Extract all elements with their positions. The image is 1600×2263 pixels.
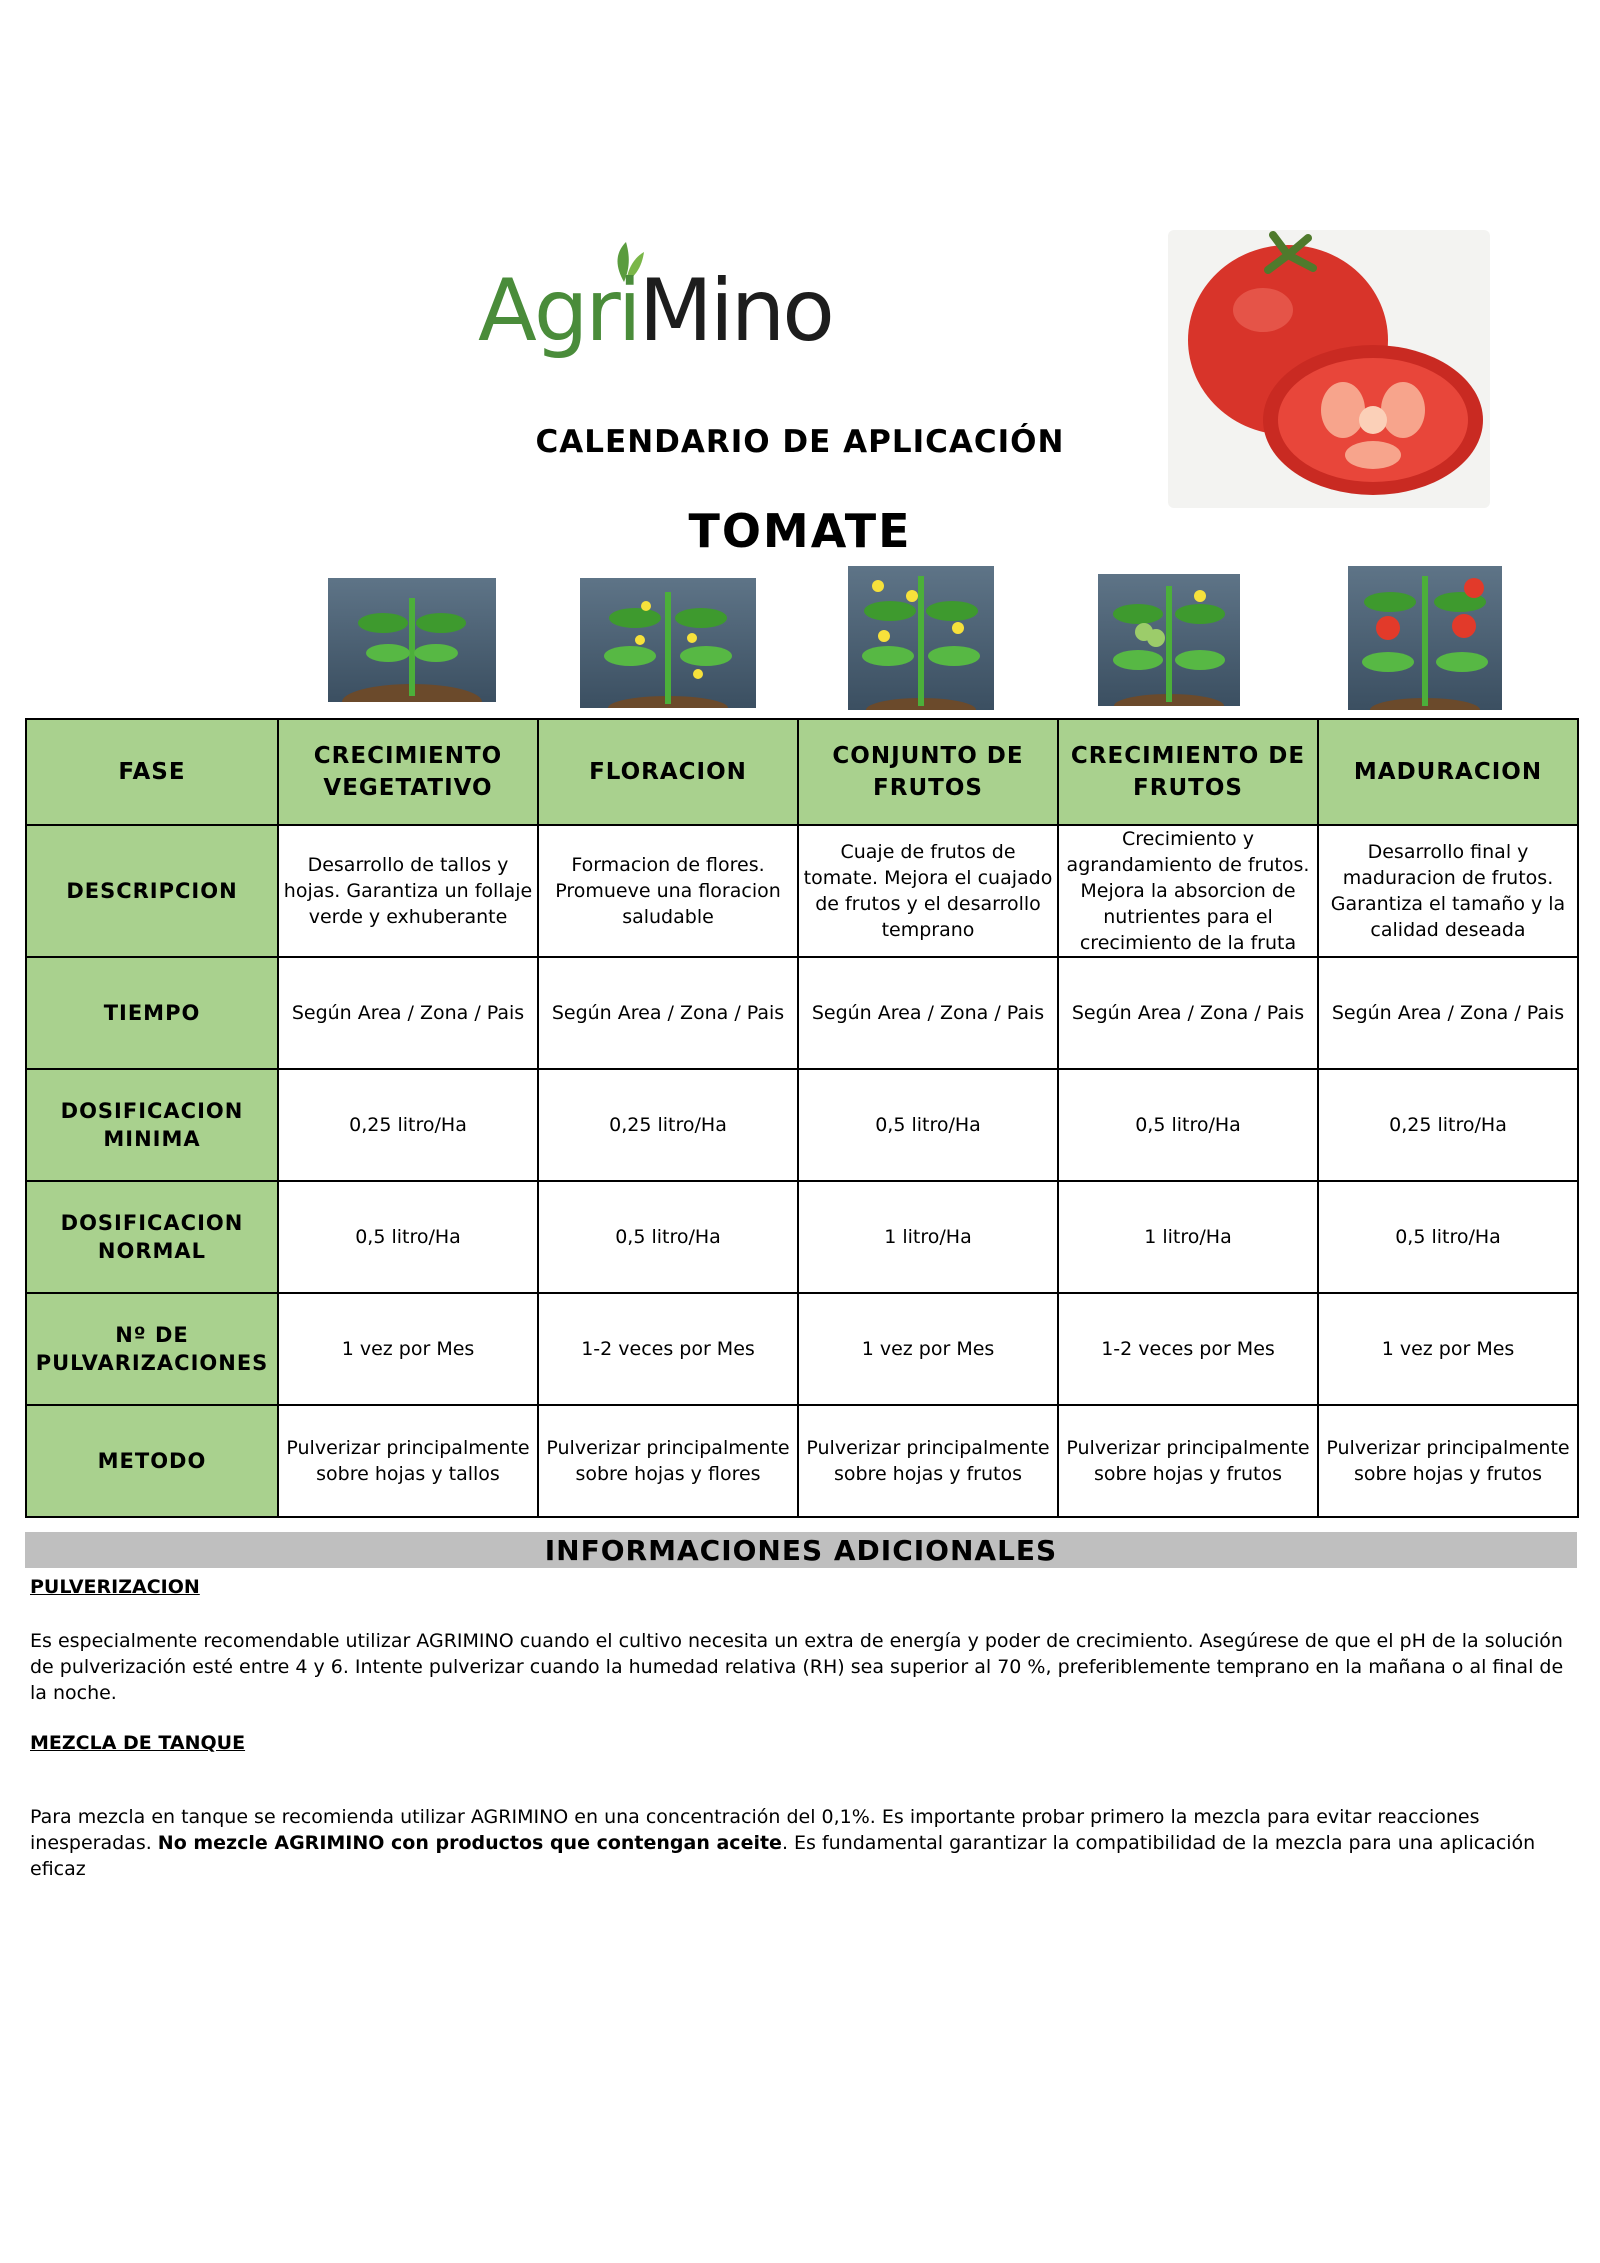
phase-header: MADURACION [1318, 719, 1578, 825]
stage-image-vegetative [328, 578, 496, 702]
crop-title: TOMATE [688, 504, 912, 558]
stage-image-fruit-growth [1098, 574, 1240, 706]
tank-mix-warning: No mezcle AGRIMINO con productos que contengan aceite [157, 1832, 782, 1854]
row-label: TIEMPO [26, 957, 278, 1069]
logo-part-agri: Agri [478, 261, 639, 361]
table-row [26, 957, 1578, 1069]
table-header-row [26, 719, 1578, 825]
table-cell: Según Area / Zona / Pais [538, 957, 798, 1069]
table-row [26, 1181, 1578, 1293]
table-cell: 0,5 litro/Ha [538, 1181, 798, 1293]
table-cell: 0,5 litro/Ha [1058, 1069, 1318, 1181]
table-row [26, 1405, 1578, 1517]
logo-part-mino: Mino [638, 261, 832, 361]
table-cell: Pulverizar principalmente sobre hojas y frutos [798, 1405, 1058, 1517]
tank-mix-text-part: . Es fundamental garantizar la compatibilidad de la mezcla para una aplicación eficaz [30, 1832, 1536, 1880]
table-cell: Cuaje de frutos de tomate. Mejora el cuajado de frutos y el desarrollo temprano [798, 825, 1058, 957]
table-cell: Crecimiento y agrandamiento de frutos. Mejora la absorcion de nutrientes para el crecimiento de la fruta [1058, 825, 1318, 957]
table-cell: 0,5 litro/Ha [278, 1181, 538, 1293]
section-text-tank-mix [30, 1804, 1575, 1882]
section-title-spraying: PULVERIZACION [30, 1576, 200, 1598]
row-label: Nº DE PULVARIZACIONES [26, 1293, 278, 1405]
table-cell: 1 litro/Ha [1058, 1181, 1318, 1293]
table-cell: Según Area / Zona / Pais [1058, 957, 1318, 1069]
section-text-spraying: Es especialmente recomendable utilizar AGRIMINO cuando el cultivo necesita un extra de energía y poder de crecimiento. Asegúrese de que el pH de la solución de pulverización esté entre 4 y 6. Intente pulverizar cuando la humedad relativa (RH) sea superior al 70 %, preferiblemente temprano en la mañana o al final de la noche. [30, 1630, 1564, 1704]
row-label: METODO [26, 1405, 278, 1517]
table-cell: 1-2 veces por Mes [1058, 1293, 1318, 1405]
stage-image-ripening [1348, 566, 1502, 710]
info-banner: INFORMACIONES ADICIONALES [25, 1532, 1577, 1568]
table-cell: 0,25 litro/Ha [538, 1069, 798, 1181]
table-cell: 0,25 litro/Ha [278, 1069, 538, 1181]
table-cell: 1 vez por Mes [798, 1293, 1058, 1405]
phase-header: FLORACION [538, 719, 798, 825]
application-calendar-table [25, 718, 1579, 1518]
row-label: DESCRIPCION [26, 825, 278, 957]
table-cell: Desarrollo de tallos y hojas. Garantiza un follaje verde y exhuberante [278, 825, 538, 957]
table-cell: 1 vez por Mes [1318, 1293, 1578, 1405]
table-cell: Según Area / Zona / Pais [1318, 957, 1578, 1069]
phase-header: CONJUNTO DE FRUTOS [798, 719, 1058, 825]
table-cell: Pulverizar principalmente sobre hojas y tallos [278, 1405, 538, 1517]
table-cell: 1-2 veces por Mes [538, 1293, 798, 1405]
stage-image-flowering [580, 578, 756, 708]
table-row [26, 825, 1578, 957]
table-cell: Desarrollo final y maduracion de frutos. Garantiza el tamaño y la calidad deseada [1318, 825, 1578, 957]
table-cell: Según Area / Zona / Pais [798, 957, 1058, 1069]
phase-label-cell: FASE [26, 719, 278, 825]
table-row [26, 1293, 1578, 1405]
tank-mix-text-part: Para mezcla en tanque se recomienda utilizar AGRIMINO en una concentración del 0,1%. Es importante probar primero la mezcla para evitar reacciones inesperadas. [30, 1806, 1480, 1854]
table-cell: Pulverizar principalmente sobre hojas y frutos [1058, 1405, 1318, 1517]
logo-wordmark [478, 256, 832, 366]
table-cell: 0,5 litro/Ha [1318, 1181, 1578, 1293]
table-cell: 0,5 litro/Ha [798, 1069, 1058, 1181]
section-title-tank-mix: MEZCLA DE TANQUE [30, 1732, 246, 1754]
stage-image-fruit-set [848, 566, 994, 710]
table-cell: Según Area / Zona / Pais [278, 957, 538, 1069]
table-cell: 1 vez por Mes [278, 1293, 538, 1405]
row-label: DOSIFICACION MINIMA [26, 1069, 278, 1181]
table-cell: Pulverizar principalmente sobre hojas y frutos [1318, 1405, 1578, 1517]
table-cell: Pulverizar principalmente sobre hojas y flores [538, 1405, 798, 1517]
tomato-photo [1168, 230, 1490, 508]
phase-header: CRECIMIENTO VEGETATIVO [278, 719, 538, 825]
table-cell: Formacion de flores. Promueve una floracion saludable [538, 825, 798, 957]
table-cell: 1 litro/Ha [798, 1181, 1058, 1293]
phase-header: CRECIMIENTO DE FRUTOS [1058, 719, 1318, 825]
page-title: CALENDARIO DE APLICACIÓN [535, 424, 1065, 460]
table-row [26, 1069, 1578, 1181]
brand-logo [478, 238, 858, 388]
row-label: DOSIFICACION NORMAL [26, 1181, 278, 1293]
table-cell: 0,25 litro/Ha [1318, 1069, 1578, 1181]
